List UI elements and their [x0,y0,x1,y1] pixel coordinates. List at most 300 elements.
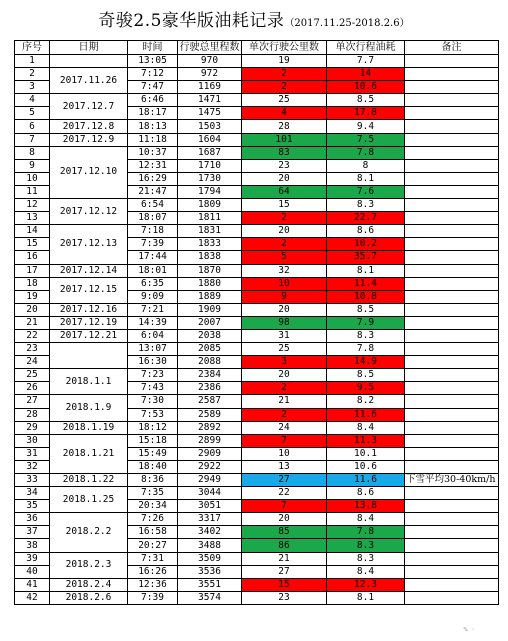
row-trip-fuel: 8.2 [327,395,405,408]
row-note [405,81,499,94]
row-total-mileage: 1475 [178,107,242,120]
row-total-mileage: 1889 [178,290,242,303]
row-total-mileage: 1838 [178,251,242,264]
row-total-mileage: 2899 [178,434,242,447]
row-index: 26 [15,382,50,395]
row-total-mileage: 2007 [178,316,242,329]
row-trip-fuel: 7.8 [327,343,405,356]
row-trip-km: 15 [242,578,327,591]
row-total-mileage: 2922 [178,460,242,473]
row-note [405,212,499,225]
row-note [405,68,499,81]
row-index: 2 [15,68,50,81]
row-total-mileage: 3509 [178,552,242,565]
row-date: 2017.12.16 [50,303,128,316]
table-body [15,55,499,605]
row-trip-fuel: 22.7 [327,212,405,225]
row-time: 7:12 [128,68,178,81]
row-date: 2018.2.2 [50,513,128,552]
row-date: 2018.2.4 [50,578,128,591]
row-note [405,526,499,539]
row-time: 7:39 [128,591,178,604]
row-note [405,55,499,68]
row-note [405,264,499,277]
row-trip-km: 4 [242,107,327,120]
row-total-mileage: 3317 [178,513,242,526]
row-time: 12:31 [128,159,178,172]
row-index: 34 [15,487,50,500]
row-index: 4 [15,94,50,107]
row-trip-fuel: 14.9 [327,356,405,369]
row-trip-km: 28 [242,120,327,133]
row-trip-fuel: 8.4 [327,565,405,578]
row-trip-fuel: 8.1 [327,591,405,604]
row-note [405,343,499,356]
table-row [15,434,499,447]
row-time: 7:39 [128,238,178,251]
table-row [15,474,499,487]
row-total-mileage: 3551 [178,578,242,591]
header-trip-fuel: 单次行程油耗 [327,41,405,55]
row-index: 27 [15,395,50,408]
row-index: 12 [15,199,50,212]
row-trip-fuel: 11.6 [327,408,405,421]
row-trip-fuel: 10.6 [327,81,405,94]
row-time: 18:07 [128,212,178,225]
header-date: 日期 [50,41,128,55]
row-total-mileage: 1833 [178,238,242,251]
row-trip-fuel: 8.6 [327,487,405,500]
row-date [50,55,128,68]
table-row [15,487,499,500]
row-note [405,447,499,460]
row-time: 7:23 [128,369,178,382]
title-main: 奇骏2.5豪华版油耗记录 [98,11,285,31]
row-index: 37 [15,526,50,539]
row-index: 21 [15,316,50,329]
row-total-mileage: 2038 [178,329,242,342]
row-time: 14:39 [128,316,178,329]
row-trip-km: 7 [242,500,327,513]
row-trip-km: 83 [242,146,327,159]
row-trip-km: 20 [242,225,327,238]
table-row [15,343,499,356]
row-time: 13:07 [128,343,178,356]
header-index: 序号 [15,41,50,55]
table-row [15,277,499,290]
row-time: 7:26 [128,513,178,526]
row-trip-km: 5 [242,251,327,264]
row-trip-fuel: 35.7 [327,251,405,264]
row-trip-fuel: 7.7 [327,55,405,68]
row-note [405,565,499,578]
table-row [15,55,499,68]
row-total-mileage: 3051 [178,500,242,513]
header-time: 时间 [128,41,178,55]
row-note [405,185,499,198]
row-time: 18:01 [128,264,178,277]
row-time: 15:49 [128,447,178,460]
row-date: 2017.12.7 [50,94,128,120]
row-note [405,539,499,552]
row-time: 16:30 [128,356,178,369]
row-index: 9 [15,159,50,172]
row-time: 21:47 [128,185,178,198]
row-trip-km: 21 [242,395,327,408]
row-trip-km: 2 [242,81,327,94]
row-date: 2017.11.26 [50,68,128,94]
row-total-mileage: 1809 [178,199,242,212]
row-trip-km: 64 [242,185,327,198]
row-index: 23 [15,343,50,356]
row-trip-km: 22 [242,487,327,500]
row-index: 3 [15,81,50,94]
table-row [15,68,499,81]
row-trip-km: 20 [242,513,327,526]
row-note [405,146,499,159]
row-time: 20:27 [128,539,178,552]
row-index: 19 [15,290,50,303]
row-trip-fuel: 8 [327,159,405,172]
table-row [15,578,499,591]
row-date: 2018.1.1 [50,369,128,395]
row-total-mileage: 1471 [178,94,242,107]
row-note [405,356,499,369]
row-total-mileage: 2088 [178,356,242,369]
table-row [15,94,499,107]
row-trip-km: 10 [242,447,327,460]
row-note [405,395,499,408]
row-trip-km: 23 [242,591,327,604]
row-note [405,369,499,382]
row-trip-fuel: 11.4 [327,277,405,290]
row-trip-fuel: 8.5 [327,369,405,382]
row-total-mileage: 3488 [178,539,242,552]
row-trip-km: 2 [242,238,327,251]
row-trip-km: 10 [242,277,327,290]
row-trip-fuel: 14 [327,68,405,81]
row-time: 15:18 [128,434,178,447]
row-time: 7:47 [128,81,178,94]
row-total-mileage: 1811 [178,212,242,225]
row-index: 11 [15,185,50,198]
row-note [405,421,499,434]
row-trip-fuel: 10.8 [327,290,405,303]
row-trip-km: 2 [242,212,327,225]
row-trip-km: 23 [242,159,327,172]
header-row [15,41,499,55]
row-total-mileage: 1870 [178,264,242,277]
row-total-mileage: 972 [178,68,242,81]
row-index: 18 [15,277,50,290]
row-date: 2018.1.19 [50,421,128,434]
row-index: 35 [15,500,50,513]
row-date: 2017.12.14 [50,264,128,277]
row-note [405,487,499,500]
row-total-mileage: 2909 [178,447,242,460]
row-trip-km: 9 [242,290,327,303]
row-trip-km: 98 [242,316,327,329]
table-row [15,146,499,159]
row-note [405,513,499,526]
table-row [15,225,499,238]
row-time: 7:30 [128,395,178,408]
row-total-mileage: 1169 [178,81,242,94]
row-date: 2018.1.21 [50,434,128,473]
row-index: 41 [15,578,50,591]
row-note [405,172,499,185]
row-trip-fuel: 12.3 [327,578,405,591]
row-date: 2017.12.19 [50,316,128,329]
row-trip-fuel: 8.5 [327,94,405,107]
header-total-mileage: 行驶总里程数 [179,41,240,53]
row-time: 7:18 [128,225,178,238]
row-time: 20:34 [128,500,178,513]
row-trip-fuel: 8.1 [327,264,405,277]
row-index: 5 [15,107,50,120]
row-note [405,277,499,290]
row-index: 38 [15,539,50,552]
row-index: 15 [15,238,50,251]
row-trip-fuel: 8.3 [327,199,405,212]
row-trip-km: 19 [242,55,327,68]
row-note [405,578,499,591]
row-trip-km: 20 [242,303,327,316]
row-index: 39 [15,552,50,565]
row-note [405,94,499,107]
table-row [15,133,499,146]
row-total-mileage: 3536 [178,565,242,578]
row-trip-fuel: 9.5 [327,382,405,395]
row-time: 16:29 [128,172,178,185]
row-trip-fuel: 7.8 [327,526,405,539]
row-time: 9:09 [128,290,178,303]
header-trip-km: 单次行驶公里数 [242,41,327,55]
row-time: 6:35 [128,277,178,290]
row-total-mileage: 2949 [178,474,242,487]
row-trip-fuel: 13.8 [327,500,405,513]
row-index: 10 [15,172,50,185]
row-trip-km: 20 [242,172,327,185]
title-date-range: （2017.11.25-2018.2.6） [284,18,410,29]
row-note [405,552,499,565]
row-trip-km: 2 [242,68,327,81]
row-time: 7:53 [128,408,178,421]
row-index: 32 [15,460,50,473]
row-index: 6 [15,120,50,133]
row-trip-km: 24 [242,421,327,434]
row-index: 29 [15,421,50,434]
row-time: 7:31 [128,552,178,565]
row-index: 42 [15,591,50,604]
row-total-mileage: 1604 [178,133,242,146]
row-note [405,408,499,421]
row-index: 28 [15,408,50,421]
row-date [50,343,128,369]
row-index: 14 [15,225,50,238]
header-note: 备注 [405,41,499,55]
row-index: 7 [15,133,50,146]
row-total-mileage: 1880 [178,277,242,290]
row-time: 7:43 [128,382,178,395]
row-date: 2018.2.6 [50,591,128,604]
row-time: 16:26 [128,565,178,578]
row-trip-km: 2 [242,382,327,395]
row-trip-km: 32 [242,264,327,277]
row-index: 13 [15,212,50,225]
row-trip-km: 86 [242,539,327,552]
row-note [405,107,499,120]
row-total-mileage: 1831 [178,225,242,238]
row-total-mileage: 1909 [178,303,242,316]
row-total-mileage: 1710 [178,159,242,172]
row-index: 36 [15,513,50,526]
row-trip-fuel: 11.6 [327,474,405,487]
row-trip-km: 13 [242,460,327,473]
row-total-mileage: 3574 [178,591,242,604]
row-trip-km: 25 [242,94,327,107]
row-trip-km: 101 [242,133,327,146]
row-index: 8 [15,146,50,159]
row-index: 33 [15,474,50,487]
row-total-mileage: 3402 [178,526,242,539]
row-time: 16:58 [128,526,178,539]
row-trip-km: 25 [242,343,327,356]
row-time: 18:13 [128,120,178,133]
row-trip-fuel: 8.6 [327,225,405,238]
row-index: 16 [15,251,50,264]
page-title [0,6,508,31]
row-trip-km: 21 [242,552,327,565]
row-index: 17 [15,264,50,277]
row-trip-fuel: 7.5 [327,133,405,146]
table-row [15,316,499,329]
row-total-mileage: 2892 [178,421,242,434]
row-date: 2017.12.15 [50,277,128,303]
row-note [405,238,499,251]
row-trip-km: 15 [242,199,327,212]
row-trip-km: 3 [242,356,327,369]
row-trip-fuel: 17.8 [327,107,405,120]
table-row [15,513,499,526]
row-date: 2018.1.9 [50,395,128,421]
row-trip-fuel: 8.3 [327,329,405,342]
row-trip-fuel: 8.4 [327,421,405,434]
row-note [405,434,499,447]
row-trip-km: 2 [242,408,327,421]
row-trip-km: 31 [242,329,327,342]
row-time: 17:44 [128,251,178,264]
row-date: 2017.12.12 [50,199,128,225]
row-index: 1 [15,55,50,68]
row-time: 12:36 [128,578,178,591]
row-trip-fuel: 11.3 [327,434,405,447]
row-note [405,251,499,264]
row-time: 8:36 [128,474,178,487]
table-row [15,552,499,565]
row-total-mileage: 2384 [178,369,242,382]
row-total-mileage: 970 [178,55,242,68]
watermark: ✎ ◦ [463,626,476,634]
row-date: 2018.2.3 [50,552,128,578]
row-time: 6:54 [128,199,178,212]
row-trip-fuel: 9.4 [327,120,405,133]
row-trip-fuel: 8.1 [327,172,405,185]
row-date: 2017.12.21 [50,329,128,342]
row-index: 25 [15,369,50,382]
row-note [405,159,499,172]
row-note [405,120,499,133]
row-trip-km: 27 [242,474,327,487]
row-time: 18:17 [128,107,178,120]
row-total-mileage: 2587 [178,395,242,408]
row-note [405,500,499,513]
row-note [405,460,499,473]
row-note: 下雪平均30-40km/h [405,474,499,487]
table-row [15,329,499,342]
row-index: 24 [15,356,50,369]
row-date: 2017.12.10 [50,146,128,198]
row-date: 2017.12.9 [50,133,128,146]
row-date: 2018.1.22 [50,474,128,487]
row-index: 40 [15,565,50,578]
row-note [405,316,499,329]
row-trip-fuel: 7.6 [327,185,405,198]
table-row [15,369,499,382]
row-index: 22 [15,329,50,342]
row-trip-km: 7 [242,434,327,447]
table-row [15,264,499,277]
row-time: 13:05 [128,55,178,68]
row-total-mileage: 1687 [178,146,242,159]
row-total-mileage: 2589 [178,408,242,421]
row-note [405,329,499,342]
row-trip-fuel: 7.9 [327,316,405,329]
row-trip-fuel: 10.6 [327,460,405,473]
row-trip-km: 27 [242,565,327,578]
row-trip-km: 20 [242,369,327,382]
row-time: 6:46 [128,94,178,107]
table-row [15,591,499,604]
row-trip-km: 85 [242,526,327,539]
table-row [15,395,499,408]
row-note [405,290,499,303]
row-trip-fuel: 7.8 [327,146,405,159]
row-index: 20 [15,303,50,316]
row-time: 18:12 [128,421,178,434]
row-time: 10:37 [128,146,178,159]
row-total-mileage: 3044 [178,487,242,500]
row-note [405,225,499,238]
row-index: 30 [15,434,50,447]
row-time: 6:04 [128,329,178,342]
row-date: 2018.1.25 [50,487,128,513]
row-total-mileage: 2386 [178,382,242,395]
row-trip-fuel: 10.2 [327,238,405,251]
table-row [15,303,499,316]
fuel-log-table [14,40,499,605]
row-note [405,199,499,212]
row-time: 18:40 [128,460,178,473]
table-row [15,120,499,133]
row-note [405,303,499,316]
table-row [15,199,499,212]
row-time: 11:18 [128,133,178,146]
row-note [405,591,499,604]
row-trip-fuel: 8.3 [327,552,405,565]
row-total-mileage: 1730 [178,172,242,185]
row-time: 7:21 [128,303,178,316]
